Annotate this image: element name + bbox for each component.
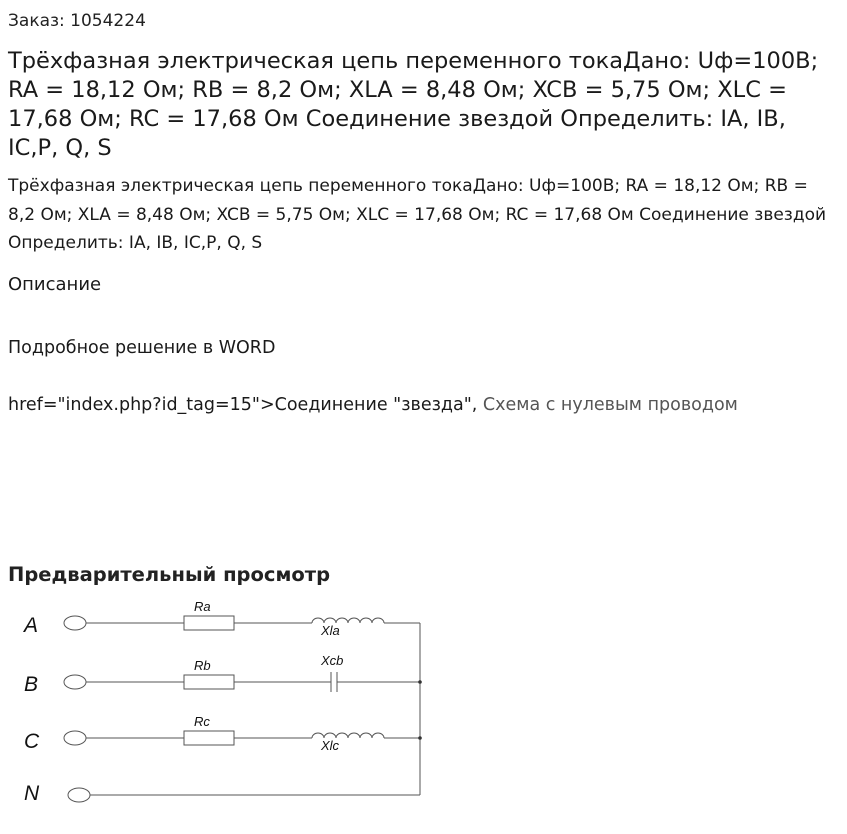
phase-label-a: A [24, 614, 39, 637]
junction-b [418, 680, 422, 684]
tag-text: href="index.php?id_tag=15">Соединение "звезда", [8, 395, 483, 415]
resistor-rb [184, 675, 234, 689]
terminal-c [64, 731, 86, 745]
solution-note: Подробное решение в WORD [8, 338, 276, 358]
order-number: Заказ: 1054224 [8, 11, 146, 31]
terminal-n [68, 788, 90, 802]
label-rc: Rc [194, 714, 210, 729]
tag-link-neutral-wire[interactable]: Схема с нулевым проводом [482, 395, 738, 415]
description-heading: Описание [8, 274, 102, 295]
terminal-b [64, 675, 86, 689]
junction-c [418, 736, 422, 740]
terminal-a [64, 616, 86, 630]
resistor-ra [184, 616, 234, 630]
label-xcb: Xcb [321, 653, 344, 668]
label-ra: Ra [194, 599, 211, 614]
task-description: Трёхфазная электрическая цепь переменного токаДано: Uф=100В; RA = 18,12 Ом; RB = 8,2 Ом; XLA = 8,48 Ом; XCB = 5,75 Ом; XLC = 17,68 Ом; RC = 17,68 Ом Соединение звездой Определить: IA, IB, IC,P, Q, S [8, 176, 827, 253]
resistor-rc [184, 731, 234, 745]
phase-label-n: N [24, 782, 40, 805]
phase-label-c: C [24, 730, 40, 753]
preview-heading: Предварительный просмотр [8, 563, 331, 586]
circuit-diagram [0, 595, 440, 810]
label-xla: Xla [321, 623, 340, 638]
label-rb: Rb [194, 658, 211, 673]
tags-line [8, 393, 738, 417]
phase-label-b: B [24, 673, 39, 696]
label-xlc: Xlc [321, 738, 340, 753]
page-title: Трёхфазная электрическая цепь переменного токаДано: Uф=100В; RA = 18,12 Ом; RB = 8,2 Ом; XLA = 8,48 Ом; XCB = 5,75 Ом; XLC = 17,68 Ом; RC = 17,68 Ом Соединение звездой Определить: IA, IB, IC,P, Q, S [8, 48, 819, 161]
